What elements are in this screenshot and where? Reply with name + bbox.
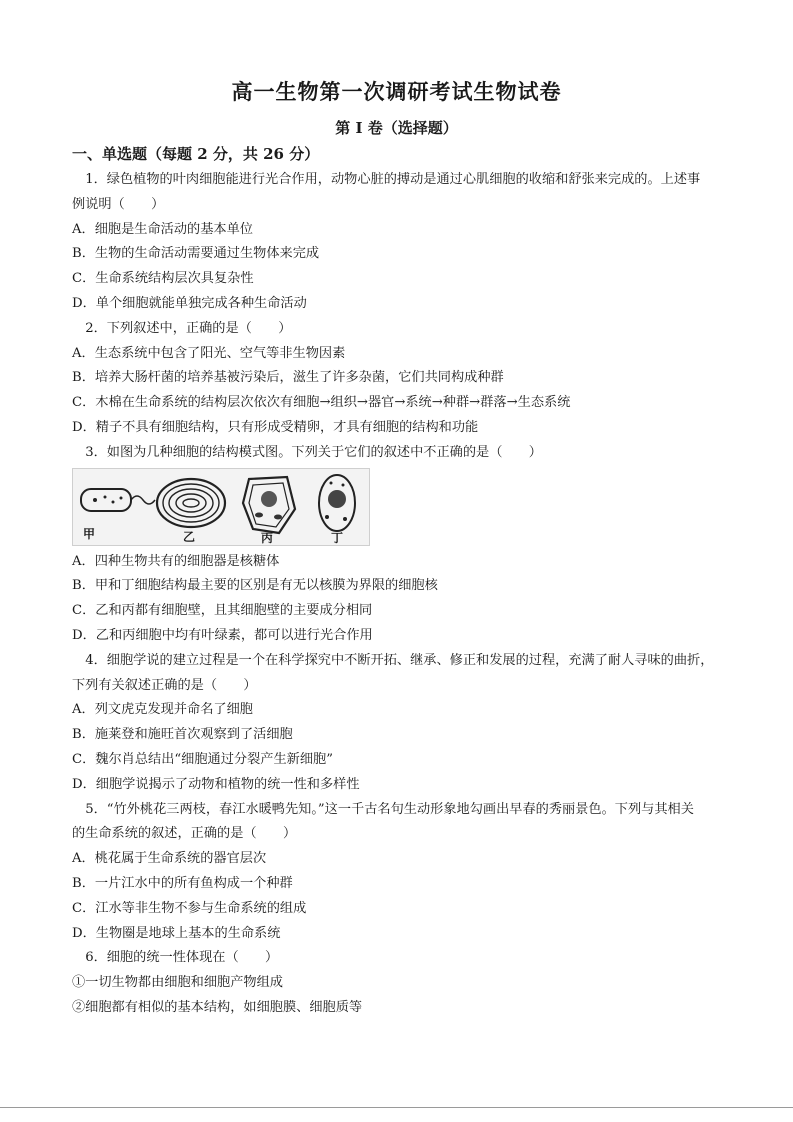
volume-subtitle: 第 I 卷（选择题） [335,119,458,137]
q3-option-c: C．乙和丙都有细胞壁，且其细胞壁的主要成分相同 [72,603,373,619]
animal-cell-drawing [319,475,355,531]
q5-stem-line-1: 5．“竹外桃花三两枝，春江水暖鸭先知。”这一千古名句生动形象地勾画出早春的秀丽景色。下列与其相关 [85,801,694,817]
q1-option-a: A．细胞是生命活动的基本单位 [72,221,253,237]
figure-label-bing: 丙 [261,530,274,545]
figure-label-ding: 丁 [331,530,344,545]
q1-stem-line-1: 1．绿色植物的叶肉细胞能进行光合作用，动物心脏的搏动是通过心肌细胞的收缩和舒张来完成的。上述事 [85,172,701,187]
q1-option-b: B．生物的生命活动需要通过生物体来完成 [72,246,320,262]
q5-option-c: C．江水等非生物不参与生命系统的组成 [72,900,307,916]
bacterium-cell-drawing [81,489,155,511]
figure-label-jia: 甲 [83,526,96,541]
q2-option-a: A．生态系统中包含了阳光、空气等非生物因素 [72,345,346,361]
q1-option-c: C．生命系统结构层次具复杂性 [72,271,254,287]
plant-cell-drawing [243,477,295,533]
q3-stem: 3．如图为几种细胞的结构模式图。下列关于它们的叙述中不正确的是（ ） [85,444,542,460]
page-bottom-rule [0,1107,793,1108]
q1-stem-line-2: 例说明（ ） [72,196,165,212]
q5-stem-line-2: 的生命系统的叙述，正确的是（ ） [72,826,297,842]
ringed-cell-drawing [157,479,225,527]
q3-option-d: D．乙和丙细胞中均有叶绿素，都可以进行光合作用 [72,627,373,643]
q4-option-b: B．施莱登和施旺首次观察到了活细胞 [72,727,293,743]
q4-option-d: D．细胞学说揭示了动物和植物的统一性和多样性 [72,776,360,792]
figure-label-yi: 乙 [183,529,196,544]
q5-option-a: A．桃花属于生命系统的器官层次 [72,851,267,867]
question-list [72,168,734,1021]
q4-stem-line-1: 4．细胞学说的建立过程是一个在科学探究中不断开拓、继承、修正和发展的过程，充满了耐人寻味的曲折， [85,652,714,668]
cell-diagrams [73,469,369,545]
section-heading: 一、单选题（每题 2 分，共 26 分） [72,145,320,163]
q6-item-1: ①一切生物都由细胞和细胞产物组成 [72,975,283,991]
q6-item-2: ②细胞都有相似的基本结构，如细胞膜、细胞质等 [72,999,363,1015]
q3-option-a: A．四种生物共有的细胞器是核糖体 [72,553,280,569]
q2-option-d: D．精子不具有细胞结构，只有形成受精卵，才具有细胞的结构和功能 [72,419,479,435]
q2-option-b: B．培养大肠杆菌的培养基被污染后，滋生了许多杂菌，它们共同构成种群 [72,370,504,386]
cell-structure-figure [72,468,370,546]
q6-stem: 6．细胞的统一性体现在（ ） [85,950,279,966]
q4-option-a: A．列文虎克发现并命名了细胞 [72,702,253,718]
q2-option-c: C．木棉在生命系统的结构层次依次有细胞→组织→器官→系统→种群→群落→生态系统 [72,395,571,411]
q4-stem-line-2: 下列有关叙述正确的是（ ） [72,677,257,693]
q3-option-b: B．甲和丁细胞结构最主要的区别是有无以核膜为界限的细胞核 [72,578,438,594]
q5-option-d: D．生物圈是地球上基本的生命系统 [72,925,281,941]
q2-stem: 2．下列叙述中，正确的是（ ） [85,320,292,336]
q1-option-d: D．单个细胞就能单独完成各种生命活动 [72,295,307,311]
q5-option-b: B．一片江水中的所有鱼构成一个种群 [72,875,293,891]
q4-option-c: C．魏尔肖总结出“细胞通过分裂产生新细胞” [72,751,333,767]
exam-title: 高一生物第一次调研考试生物试卷 [231,79,562,104]
